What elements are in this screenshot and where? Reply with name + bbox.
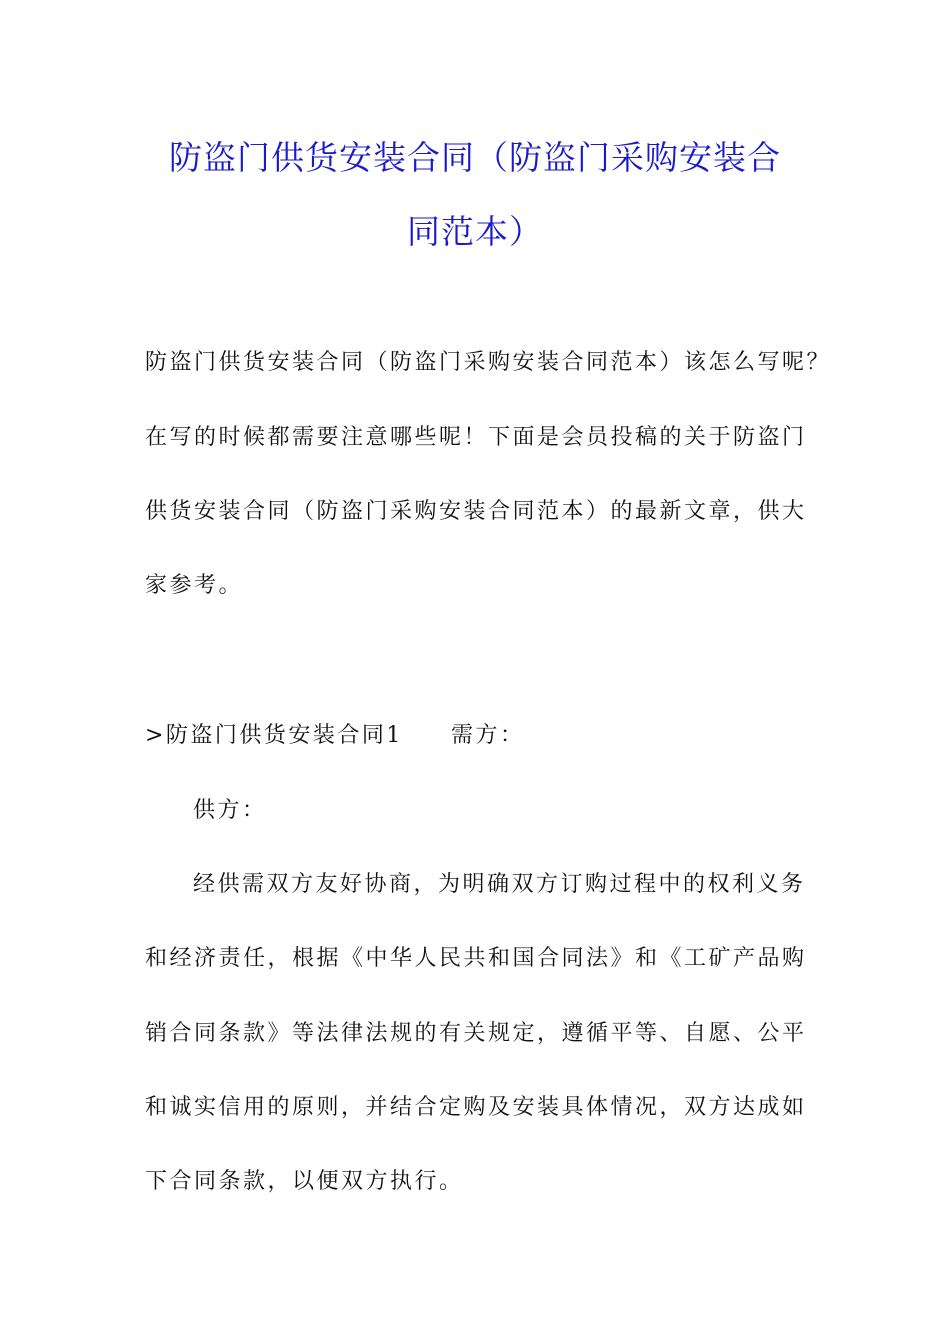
body-line-4: 和诚实信用的原则，并结合定购及安装具体情况，双方达成如: [145, 1095, 807, 1120]
buyer-label: 需方：: [450, 723, 525, 748]
document-title-line-2: 同范本）: [407, 212, 543, 251]
section-heading: >防盗门供货安装合同1: [145, 723, 403, 748]
supplier-label: 供方：: [193, 798, 267, 823]
section-heading-row: [145, 718, 524, 749]
intro-line-2: 在写的时候都需要注意哪些呢！下面是会员投稿的关于防盗门: [145, 425, 807, 450]
body-line-3: 销合同条款》等法律法规的有关规定，遵循平等、自愿、公平: [145, 1021, 807, 1046]
body-line-2: 和经济责任，根据《中华人民共和国合同法》和《工矿产品购: [145, 946, 807, 971]
intro-line-1: 防盗门供货安装合同（防盗门采购安装合同范本）该怎么写呢？: [145, 350, 832, 375]
body-line-1: 经供需双方友好协商，为明确双方订购过程中的权利义务: [193, 872, 806, 897]
document-title-line-1: 防盗门供货安装合同（防盗门采购安装合: [169, 138, 781, 177]
intro-line-4: 家参考。: [145, 573, 244, 598]
intro-line-3: 供货安装合同（防盗门采购安装合同范本）的最新文章，供大: [145, 499, 807, 524]
body-line-5: 下合同条款，以便双方执行。: [145, 1169, 464, 1194]
